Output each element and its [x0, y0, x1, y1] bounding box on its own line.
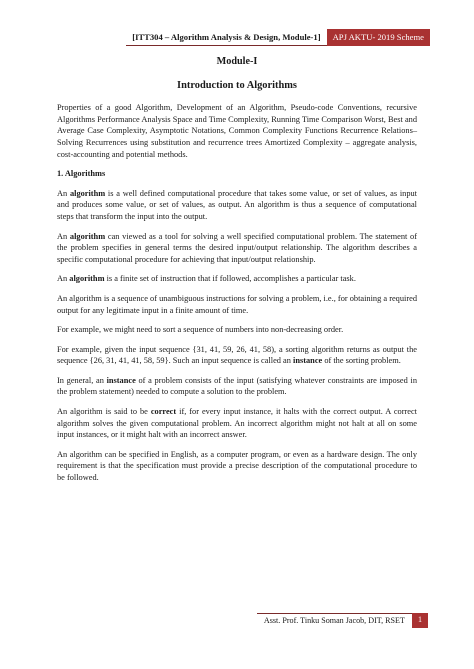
bold-term: correct: [150, 407, 177, 417]
body-paragraph: [57, 406, 417, 441]
page-number: 1: [412, 613, 428, 628]
bold-term: algorithm: [69, 188, 106, 198]
paragraph-text: An algorithm is a sequence of unambiguous instructions for solving a problem, i.e., for obtaining a required output for any legitimate input in a finite amount of time.: [57, 293, 417, 315]
footer-author: Asst. Prof. Tinku Soman Jacob, DIT, RSET: [257, 613, 412, 628]
paragraph-text: An algorithm is said to be: [57, 407, 151, 417]
paragraph-text: is a well defined computational procedure that takes some value, or set of values, as input and produces some value, or set of values, as output. An algorithm is thus a sequence of computational steps that transform the input into the output.: [57, 188, 417, 221]
paragraph-text: For example, we might need to sort a sequence of numbers into non-decreasing order.: [57, 325, 344, 335]
body-paragraph: [57, 293, 417, 316]
bold-term: algorithm: [69, 274, 105, 284]
bold-term: algorithm: [69, 231, 106, 241]
paragraph-text: An: [57, 274, 70, 284]
paragraph-text: An: [57, 231, 70, 241]
paragraph-text: An: [57, 188, 70, 198]
body-paragraph: [57, 231, 417, 266]
paragraph-text: For example, given the input sequence {31, 41, 59, 26, 41, 58), a sorting algorithm returns as output the sequence {26, 31, 41, 41, 58, 59}. Such an input sequence is called an: [57, 344, 417, 366]
body-paragraph: [57, 188, 417, 223]
paragraph-text: of a problem consists of the input (satisfying whatever constraints are imposed in the problem statement) needed to compute a solution to the problem.: [57, 375, 417, 397]
bold-term: instance: [293, 356, 323, 366]
page-content: [57, 56, 417, 492]
scheme-badge: APJ AKTU- 2019 Scheme: [327, 29, 430, 46]
body-paragraph: [57, 449, 417, 484]
section-heading: 1. Algorithms: [57, 169, 106, 179]
paragraph-text: if, for every input instance, it halts with the correct output. A correct algorithm solves the given computational problem. An incorrect algorithm might not halt at all on some input instances, or it might halt with an incorrect answer.: [57, 407, 417, 440]
page-footer: [257, 613, 428, 628]
body-paragraph: [57, 344, 417, 367]
paragraph-text: of the sorting problem.: [322, 356, 401, 366]
paragraph-text: can viewed as a tool for solving a well specified computational problem. The statement of the problem specifies in general terms the desired input/output relationship. The algorithm describes a specific computational procedure for achieving that input/output relationship.: [57, 231, 417, 264]
body-paragraphs: [57, 188, 417, 484]
bold-term: instance: [106, 375, 136, 385]
module-title: Module-I: [216, 56, 258, 67]
body-paragraph: [57, 375, 417, 398]
chapter-subtitle: Introduction to Algorithms: [177, 79, 297, 91]
paragraph-text: is a finite set of instruction that if followed, accomplishes a particular task.: [104, 274, 356, 284]
course-title: [ITT304 – Algorithm Analysis & Design, Module-1]: [126, 29, 326, 46]
paragraph-text: In general, an: [57, 375, 107, 385]
body-paragraph: [57, 273, 417, 285]
paragraph-text: An algorithm can be specified in English, as a computer program, or even as a hardware design. The only requirement is that the specification must provide a precise description of the computational procedure to be followed.: [57, 449, 417, 483]
page-header: [126, 29, 430, 46]
body-paragraph: [57, 324, 417, 336]
syllabus-paragraph: Properties of a good Algorithm, Development of an Algorithm, Pseudo-code Conventions, recursive Algorithms Performance Analysis Space and Time Complexity, Running Time Comparison Worst, Best and Average Case Complexity, Asymptotic Notations, Common Complexity Functions Recurrence Relations–Solving Recurrences using substitution and recurrence trees Amortized Complexity – aggregate analysis, cost-accounting and potential methods.: [57, 103, 417, 159]
